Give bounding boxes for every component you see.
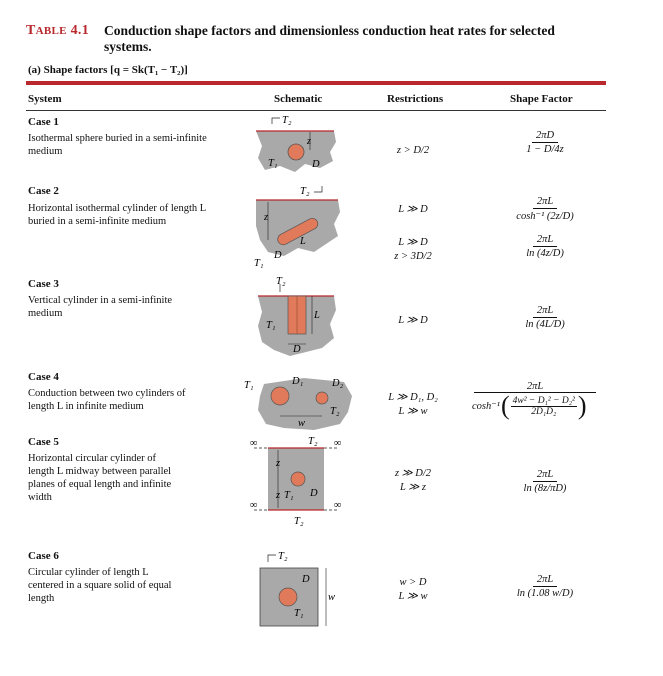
case-1-description: Isothermal sphere buried in a semi-infinite medium: [28, 133, 207, 157]
case-3-label: L: [314, 310, 320, 321]
case-4-factor-num: 2πL: [474, 381, 596, 393]
case-3-label: D: [293, 344, 301, 355]
header-rule-red: [26, 81, 606, 85]
table-title: Conduction shape factors and dimensionless conduction heat rates for selected systems.: [104, 23, 555, 54]
case-2-factor: [505, 234, 585, 259]
case-3-label: T₂: [276, 276, 286, 287]
case-5-restriction: z ≫ D/2: [394, 468, 432, 479]
case-6-restriction: w > D: [399, 577, 427, 588]
case-2-factor: [495, 196, 595, 222]
case-4-factor-inner-den: 2D₁D₂: [531, 406, 557, 417]
case-1-restriction: z > D/2: [396, 145, 430, 156]
case-5-title: Case 5: [28, 436, 59, 448]
case-6-factor: [495, 574, 595, 599]
case-6-label: T₁: [294, 608, 304, 619]
case-5-label: ∞: [334, 438, 342, 449]
case-2-title: Case 2: [28, 185, 59, 197]
case-5-description: Horizontal circular cylinder of length L midway between parallel planes of equal length and infinite width: [28, 453, 172, 503]
case-1-label: D: [312, 159, 320, 170]
case-2-label: D: [274, 250, 282, 261]
case-4-factor-cosh: cosh⁻¹: [472, 401, 500, 412]
case-4-description: Conduction between two cylinders of length L in infinite medium: [28, 388, 186, 412]
case-6-label: T₂: [278, 551, 288, 562]
case-2-restriction: z > 3D/2: [394, 251, 432, 262]
case-1-factor-den: 1 − D/4z: [526, 144, 564, 155]
case-4-label: D₁: [292, 376, 304, 387]
header-rule: [26, 110, 606, 111]
case-6-factor-num: 2πL: [533, 574, 557, 587]
case-3-title: Case 3: [28, 278, 59, 290]
case-6-schematic: [250, 548, 340, 632]
case-2-label: L: [300, 236, 306, 247]
case-6-restriction: L ≫ w: [398, 591, 428, 602]
case-2-factor-den: cosh⁻¹ (2z/D): [516, 211, 574, 222]
case-3-factor-den: ln (4L/D): [525, 319, 565, 330]
case-5-label: ∞: [250, 438, 258, 449]
case-4-restriction: L ≫ w: [398, 406, 428, 417]
case-4-label: D₂: [332, 378, 344, 389]
case-5-factor-den: ln (8z/πD): [523, 483, 567, 494]
case-2-restriction: L ≫ D: [398, 204, 428, 215]
case-6-cylinder: [279, 588, 297, 606]
header-restrictions: Restrictions: [387, 93, 444, 105]
table-subtitle: (a) Shape factors [q = Sk(T₁ − T₂)]: [28, 64, 188, 76]
case-1-schematic: [250, 114, 340, 176]
case-5-label: D: [310, 488, 318, 499]
case-1-factor-num: 2πD: [532, 130, 558, 143]
case-4-factor-inner-num: 4w² − D₁² − D₂²: [512, 395, 575, 406]
header-schematic: Schematic: [274, 93, 323, 105]
case-2-label: T₂: [300, 186, 310, 197]
case-5-restriction: L ≫ z: [400, 482, 426, 493]
case-6-label: D: [302, 574, 310, 585]
header-system: System: [28, 93, 62, 105]
case-2-restriction: L ≫ D: [398, 237, 428, 248]
case-3-schematic: [250, 276, 340, 360]
case-5-factor-num: 2πL: [533, 469, 557, 482]
case-2-factor-num: 2πL: [533, 234, 557, 247]
case-5-label: T₂: [294, 516, 304, 527]
case-4-schematic: [244, 372, 356, 434]
case-5-schematic: [246, 432, 346, 528]
case-3-description: Vertical cylinder in a semi-infinite medium: [28, 295, 173, 319]
case-5-label: T₂: [308, 436, 318, 447]
case-3-factor-num: 2πL: [533, 305, 557, 318]
case-6-description: Circular cylinder of length L centered in a square solid of equal length: [28, 567, 172, 604]
case-1-label: T₁: [268, 158, 278, 169]
case-2-label: z: [264, 212, 269, 223]
case-2-label: T₁: [254, 258, 264, 268]
case-6-title: Case 6: [28, 550, 59, 562]
case-5-label: T₁: [284, 490, 294, 501]
case-4-cylinder-2: [316, 392, 328, 404]
case-5-label: z: [276, 490, 281, 501]
case-5-label: ∞: [250, 500, 258, 511]
case-2-factor-num: 2πL: [533, 196, 557, 209]
case-6-label: w: [328, 592, 336, 603]
table-label: TABLE 4.1: [26, 23, 89, 38]
case-4-cylinder-1: [271, 387, 289, 405]
case-1-label: T₂: [282, 115, 292, 126]
case-5-label: z: [276, 458, 281, 469]
case-1-sphere: [288, 144, 304, 160]
case-1-label: z: [307, 136, 312, 147]
case-3-factor: [505, 305, 585, 330]
case-4-factor: 2πL cosh⁻¹ ( $\frac{\text{4w² − D₁² − D₂²}}{\text{2D₁D₂}}$ ): [472, 381, 602, 417]
case-4-restriction: L ≫ D₁, D₂: [388, 392, 438, 403]
case-1-factor: [505, 130, 585, 155]
case-1-title: Case 1: [28, 116, 59, 128]
case-3-label: T₁: [266, 320, 276, 331]
case-2-factor-den: ln (4z/D): [526, 248, 564, 259]
case-3-restriction: L ≫ D: [398, 315, 428, 326]
case-4-label: w: [298, 418, 306, 429]
case-4-label: T₂: [330, 406, 340, 417]
case-6-factor-den: ln (1.08 w/D): [516, 588, 574, 599]
case-5-factor: [500, 469, 590, 494]
case-4-title: Case 4: [28, 371, 59, 383]
case-4-label: T₁: [244, 380, 254, 391]
case-2-schematic: [248, 182, 344, 268]
case-5-label: ∞: [334, 500, 342, 511]
case-2-description: Horizontal isothermal cylinder of length L buried in a semi-infinite medium: [28, 203, 206, 227]
case-5-cylinder: [291, 472, 305, 486]
header-shape-factor: Shape Factor: [510, 93, 573, 105]
